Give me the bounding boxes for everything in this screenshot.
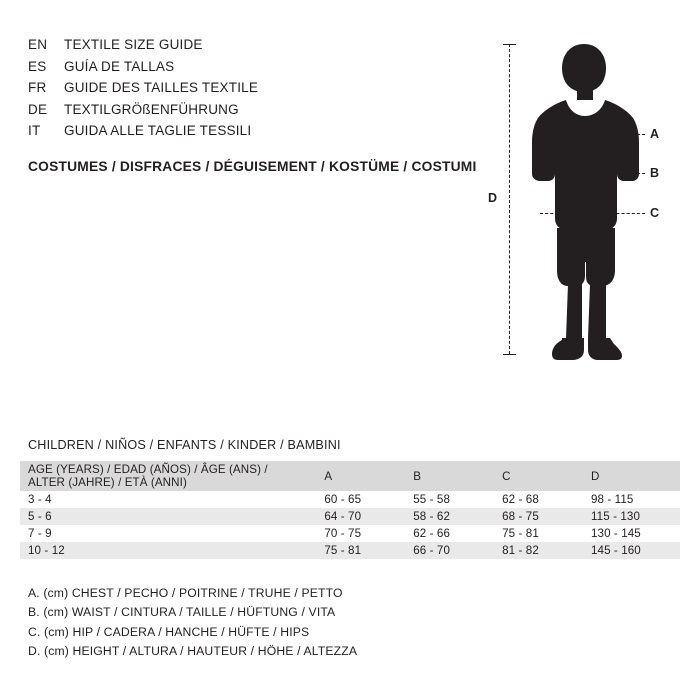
legend-item-waist: B. (cm) WAIST / CINTURA / TAILLE / HÜFTUNG / VITA [28, 605, 336, 620]
cell-a: 70 - 75 [324, 527, 362, 540]
language-text-es: GUÍA DE TALLAS [64, 58, 175, 74]
language-code-en: EN [28, 37, 48, 52]
column-header-d: D [590, 469, 600, 483]
child-silhouette-icon [522, 38, 662, 368]
height-label-d: D [488, 191, 498, 205]
table-header-row [20, 461, 680, 491]
cell-age: 7 - 9 [28, 527, 52, 540]
language-code-es: ES [28, 58, 47, 74]
language-text-de: TEXTILGRÖßENFÜHRUNG [64, 101, 239, 117]
body-measurement-diagram [470, 30, 680, 370]
cell-d: 115 - 130 [590, 510, 640, 523]
table-row [20, 542, 680, 559]
hip-measure-line [540, 213, 645, 214]
cell-age: 3 - 4 [28, 493, 52, 506]
cell-c: 68 - 75 [502, 510, 539, 523]
legend-item-hip: C. (cm) HIP / CADERA / HANCHE / HÜFTE / HIPS [28, 624, 310, 639]
language-row-es [28, 56, 468, 78]
language-code-fr: FR [28, 80, 47, 95]
cell-age: 10 - 12 [28, 544, 65, 557]
waist-label-b: B [650, 166, 660, 180]
cell-d: 98 - 115 [590, 493, 634, 506]
cell-d: 145 - 160 [590, 544, 641, 557]
height-guide-cap-bottom [503, 354, 516, 355]
column-header-a: A [324, 469, 333, 483]
language-row-it [28, 120, 468, 142]
cell-b: 62 - 66 [413, 527, 451, 540]
hip-label-c: C [650, 206, 660, 220]
height-guide-cap-top [503, 44, 516, 45]
measurement-legend [28, 584, 357, 662]
height-guide-line [509, 44, 510, 354]
waist-measure-line [540, 173, 645, 174]
legend-item-chest: A. (cm) CHEST / PECHO / POITRINE / TRUHE / PETTO [28, 586, 343, 600]
cell-a: 75 - 81 [324, 544, 362, 557]
column-header-age-line2: ALTER (JAHRE) / ETÀ (ANNI) [28, 476, 187, 489]
cell-b: 58 - 62 [413, 510, 451, 523]
language-text-en: TEXTILE SIZE GUIDE [64, 37, 203, 52]
legend-item-height: D. (cm) HEIGHT / ALTURA / HAUTEUR / HÖHE / ALTEZZA [28, 644, 358, 659]
cell-age: 5 - 6 [28, 510, 52, 523]
language-row-en [28, 34, 468, 56]
cell-c: 62 - 68 [502, 493, 539, 506]
table-caption: CHILDREN / NIÑOS / ENFANTS / KINDER / BAMBINI [28, 438, 341, 452]
language-row-fr [28, 77, 468, 99]
column-header-age-line1: AGE (YEARS) / EDAD (AÑOS) / ÂGE (ANS) / [28, 462, 268, 476]
column-header-age [20, 461, 324, 491]
cell-c: 81 - 82 [502, 544, 539, 557]
column-header-b: B [413, 469, 422, 483]
language-code-de: DE [28, 101, 48, 117]
language-list [28, 34, 468, 142]
cell-d: 130 - 145 [590, 527, 641, 540]
table-row [20, 508, 680, 525]
column-header-c: C [502, 469, 511, 483]
chest-measure-line [540, 134, 645, 135]
cell-a: 64 - 70 [324, 510, 362, 523]
size-table [20, 461, 680, 559]
cell-a: 60 - 65 [324, 493, 362, 506]
cell-b: 55 - 58 [413, 493, 451, 506]
language-text-it: GUIDA ALLE TAGLIE TESSILI [64, 123, 252, 138]
language-row-de [28, 99, 468, 121]
cell-c: 75 - 81 [502, 527, 539, 540]
cell-b: 66 - 70 [413, 544, 451, 557]
chest-label-a: A [650, 127, 660, 141]
table-row [20, 491, 680, 508]
table-row [20, 525, 680, 542]
language-text-fr: GUIDE DES TAILLES TEXTILE [64, 80, 259, 95]
costumes-subtitle: COSTUMES / DISFRACES / DÉGUISEMENT / KOSTÜME / COSTUMI [28, 159, 477, 174]
language-code-it: IT [28, 123, 41, 138]
